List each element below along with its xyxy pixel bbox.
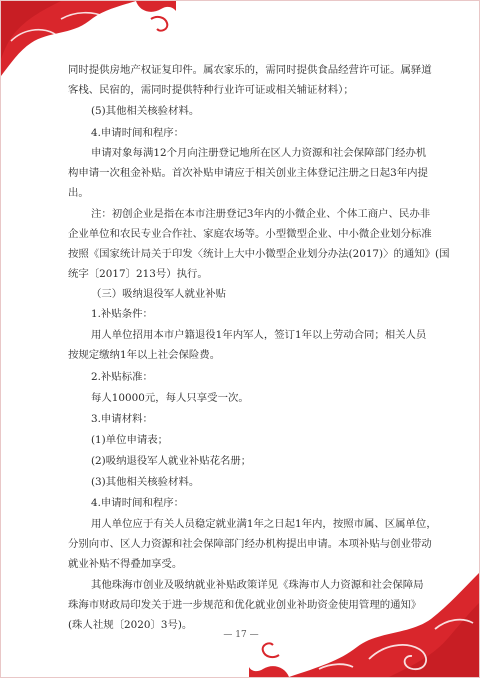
text-line: 申请对象每满12个月向注册登记地所在区人力资源和社会保障部门经办机 <box>91 147 427 159</box>
text-line: 4.申请时间和程序： <box>91 127 185 139</box>
text-line: 3.申请材料： <box>91 413 153 425</box>
text-line: (珠人社规〔2020〕3号)。 <box>68 619 193 631</box>
text-line: 4.申请时间和程序： <box>91 497 185 509</box>
text-line: 用人单位应于有关人员稳定就业满1年之日起1年内，按照市属、区属单位， <box>91 518 437 530</box>
text-line: 构申请一次租金补贴。首次补贴申请应于相关创业主体登记注册之日起3年内提 <box>68 167 428 179</box>
text-line: 统字〔2017〕213号）执行。 <box>68 268 208 280</box>
text-line: 出。 <box>68 187 89 199</box>
text-line: (1)单位申请表； <box>91 434 169 446</box>
text-line: 企业单位和农民专业合作社、家庭农场等。小型微型企业、中小微企业划分标准 <box>68 228 432 240</box>
text-line: 其他珠海市创业及吸纳就业补贴政策详见《珠海市人力资源和社会保障局 <box>91 579 424 591</box>
text-line: 客栈、民宿的，需同时提供特种行业许可证或相关辅证材料）； <box>68 84 354 96</box>
text-line: (5)其他相关核验材料。 <box>91 105 200 117</box>
text-line: 1.补贴条件： <box>91 308 153 320</box>
text-line: 每人10000元，每人只享受一次。 <box>91 392 249 404</box>
text-line: 按规定缴纳1年以上社会保险费。 <box>68 349 221 361</box>
section-heading: （三）吸纳退役军人就业补贴 <box>91 288 227 300</box>
text-line: (2)吸纳退役军人就业补贴花名册； <box>91 455 252 467</box>
text-line: (3)其他相关核验材料。 <box>91 476 200 488</box>
document-body <box>1 1 480 679</box>
text-line: 用人单位招用本市户籍退役1年内军人，签订1年以上劳动合同；相关人员 <box>91 329 427 341</box>
page-number: — 17 — <box>223 630 259 640</box>
text-line: 珠海市财政局印发关于进一步规范和优化就业创业补助资金使用管理的通知》 <box>68 599 422 611</box>
text-line: 注：初创企业是指在本市注册登记3年内的小微企业、个体工商户、民办非 <box>91 208 431 220</box>
text-line: 2.补贴标准： <box>91 371 153 383</box>
text-line: 按照《国家统计局关于印发〈统计上大中小微型企业划分办法(2017)〉的通知》(国 <box>68 248 450 260</box>
text-line: 就业补贴不得叠加享受。 <box>68 558 183 570</box>
text-line: 同时提供房地产权证复印件。属农家乐的，需同时提供食品经营许可证。属驿道 <box>68 64 432 76</box>
text-line: 分别向市、区人力资源和社会保障部门经办机构提出申请。本项补贴与创业带动 <box>68 538 432 550</box>
